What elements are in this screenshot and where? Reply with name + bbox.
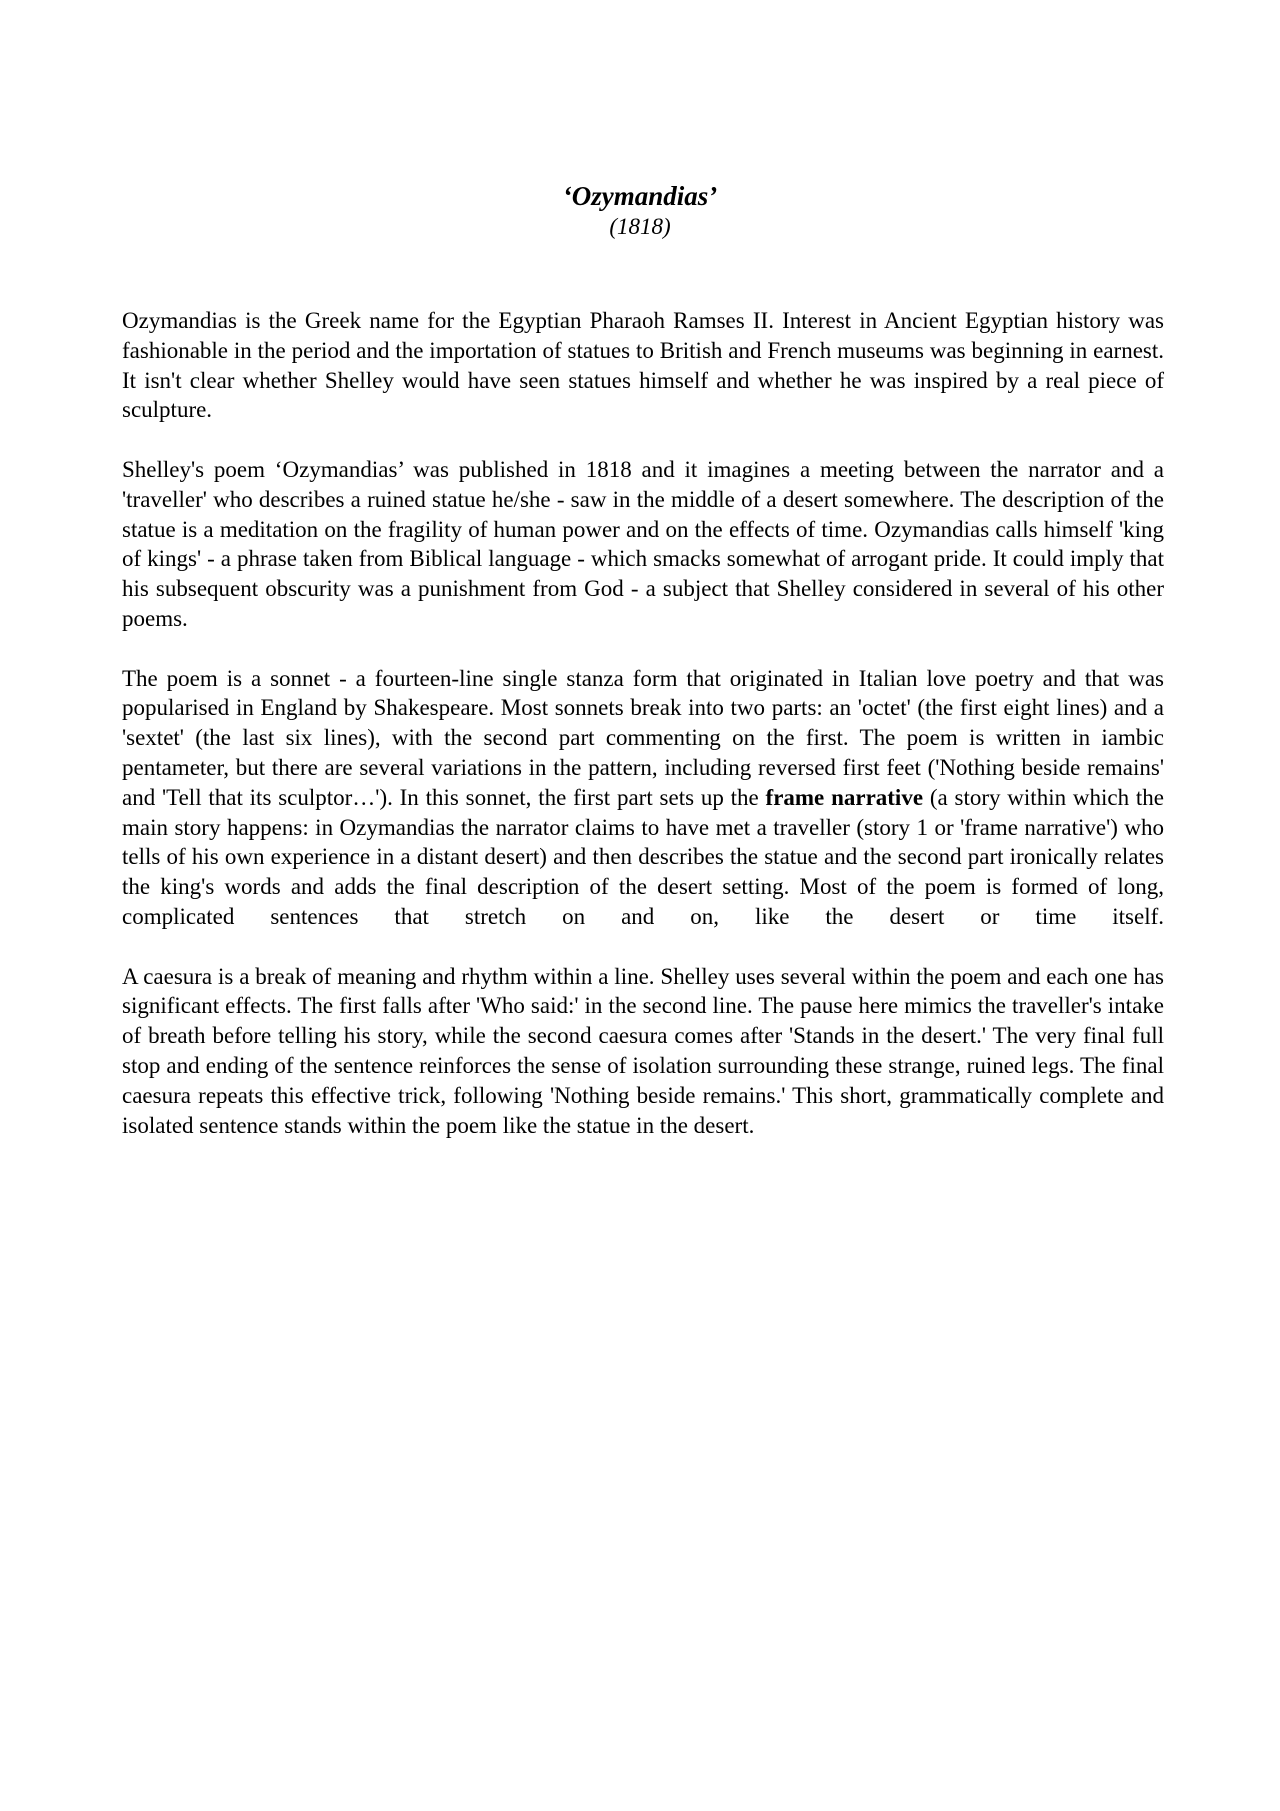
- paragraph-publication: Shelley's poem ‘Ozymandias’ was published in 1818 and it imagines a meeting between the narrator and a 'traveller' who describes a ruined statue he/she - saw in the middle of a desert somewhere. The description of the statue is a meditation on the fragility of human power and on the effects of time. Ozymandias calls himself 'king of kings' - a phrase taken from Biblical language - which smacks somewhat of arrogant pride. It could imply that his subsequent obscurity was a punishment from God - a subject that Shelley considered in several of his other poems.: [122, 456, 1164, 631]
- frame-narrative-term: frame narrative: [765, 784, 924, 810]
- paragraph-sonnet-form-text-2: (a story within which the main story happens: in Ozymandias the narrator claims to have met a traveller (story 1 or 'frame narrative') who tells of his own experience in a distant desert) and then describes the statue and the second part ironically relates the king's words and adds the final description of the desert setting. Most of the poem is formed of long, complicated sentences that stretch on and on, like the desert or time itself.: [122, 784, 1164, 929]
- paragraph-caesura: A caesura is a break of meaning and rhythm within a line. Shelley uses several within the poem and each one has significant effects. The first falls after 'Who said:' in the second line. The pause here mimics the traveller's intake of breath before telling his story, while the second caesura comes after 'Stands in the desert.' The very final full stop and ending of the sentence reinforces the sense of isolation surrounding these strange, ruined legs. The final caesura repeats this effective trick, following 'Nothing beside remains.' This short, grammatically complete and isolated sentence stands within the poem like the statue in the desert.: [122, 963, 1164, 1138]
- essay-body: [122, 306, 1164, 1170]
- title-block: [0, 180, 1280, 242]
- poem-year: (1818): [609, 214, 671, 239]
- paragraph-intro: Ozymandias is the Greek name for the Egyptian Pharaoh Ramses II. Interest in Ancient Egyptian history was fashionable in the period and the importation of statues to British and French museums was beginning in earnest. It isn't clear whether Shelley would have seen statues himself and whether he was inspired by a real piece of sculpture.: [122, 308, 1164, 423]
- paragraph-sonnet-form: [122, 664, 1164, 932]
- poem-title: ‘Ozymandias’: [562, 181, 718, 211]
- paragraph-sonnet-form-text-1: The poem is a sonnet - a fourteen-line single stanza form that originated in Italian love poetry and that was popularised in England by Shakespeare. Most sonnets break into two parts: an 'octet' (the first eight lines) and a 'sextet' (the last six lines), with the second part commenting on the first. The poem is written in iambic pentameter, but there are several variations in the pattern, including reversed first feet ('Nothing beside remains' and 'Tell that its sculptor…'). In this sonnet, the first part sets up the: [122, 665, 1164, 810]
